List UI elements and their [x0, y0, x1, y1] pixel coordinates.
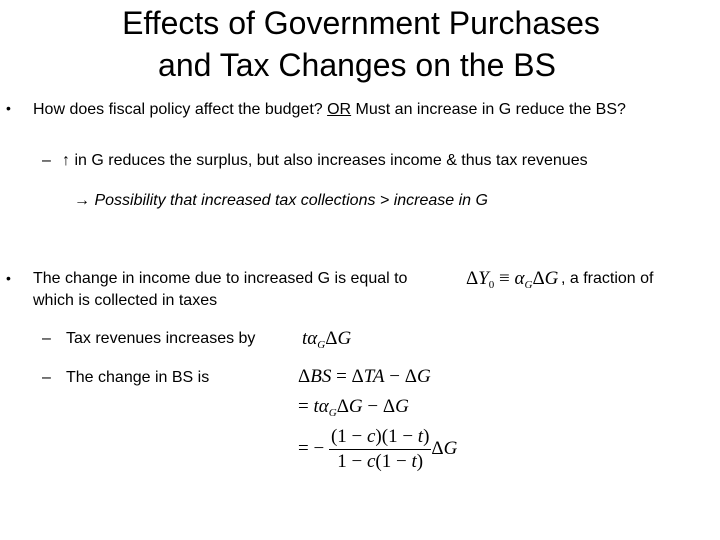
bullet-2-line-2: which is collected in taxes: [33, 292, 218, 309]
or-word: OR: [327, 101, 352, 118]
title-line-1: Effects of Government Purchases: [122, 5, 600, 41]
up-arrow-icon: ↑: [62, 152, 70, 169]
sub-bullet-dash: –: [42, 152, 51, 169]
sub-bullet-2-2-text: The change in BS is: [66, 369, 210, 386]
sub-bullet-dash: –: [42, 330, 51, 347]
implication-text: Possibility that increased tax collections > increase in G: [90, 192, 488, 209]
bullet-2-line-1: The change in income due to increased G is equal to: [33, 270, 408, 287]
implies-arrow-icon: →: [74, 192, 90, 209]
sub-bullet-dash: –: [42, 369, 51, 386]
bullet-marker: •: [6, 100, 11, 116]
bullet-1-text-before: How does fiscal policy affect the budget?: [33, 101, 328, 118]
title-line-2: and Tax Changes on the BS: [158, 47, 556, 83]
income-change-formula: $\Delta Y_0 \equiv \alpha_G\Delta G$: [466, 268, 559, 291]
tax-revenue-formula: $t\alpha_G\Delta G$: [302, 328, 352, 351]
sub-bullet-2-1-text: Tax revenues increases by: [66, 330, 256, 347]
bs-change-formula-line-3: = − $\frac{(1 - c)(1 - t)}{1 - c(1 - t)}$ ΔG: [298, 426, 458, 472]
bullet-1-text: [33, 99, 626, 121]
bullet-marker: •: [6, 270, 11, 286]
slide-title: [0, 2, 720, 86]
bs-change-formula-line-2: = $t\alpha_G\Delta G - \Delta G$: [298, 396, 409, 419]
sub-bullet-1-1-text: in G reduces the surplus, but also increases income & thus tax revenues: [70, 152, 588, 169]
bs-change-formula-line-1: ΔBS = ΔTA − ΔG: [298, 366, 431, 387]
implication-line: [74, 190, 488, 212]
sub-bullet-1-1: [62, 150, 588, 172]
bullet-2-line-1-after: , a fraction of: [561, 270, 654, 287]
bullet-1-text-after: Must an increase in G reduce the BS?: [351, 101, 626, 118]
